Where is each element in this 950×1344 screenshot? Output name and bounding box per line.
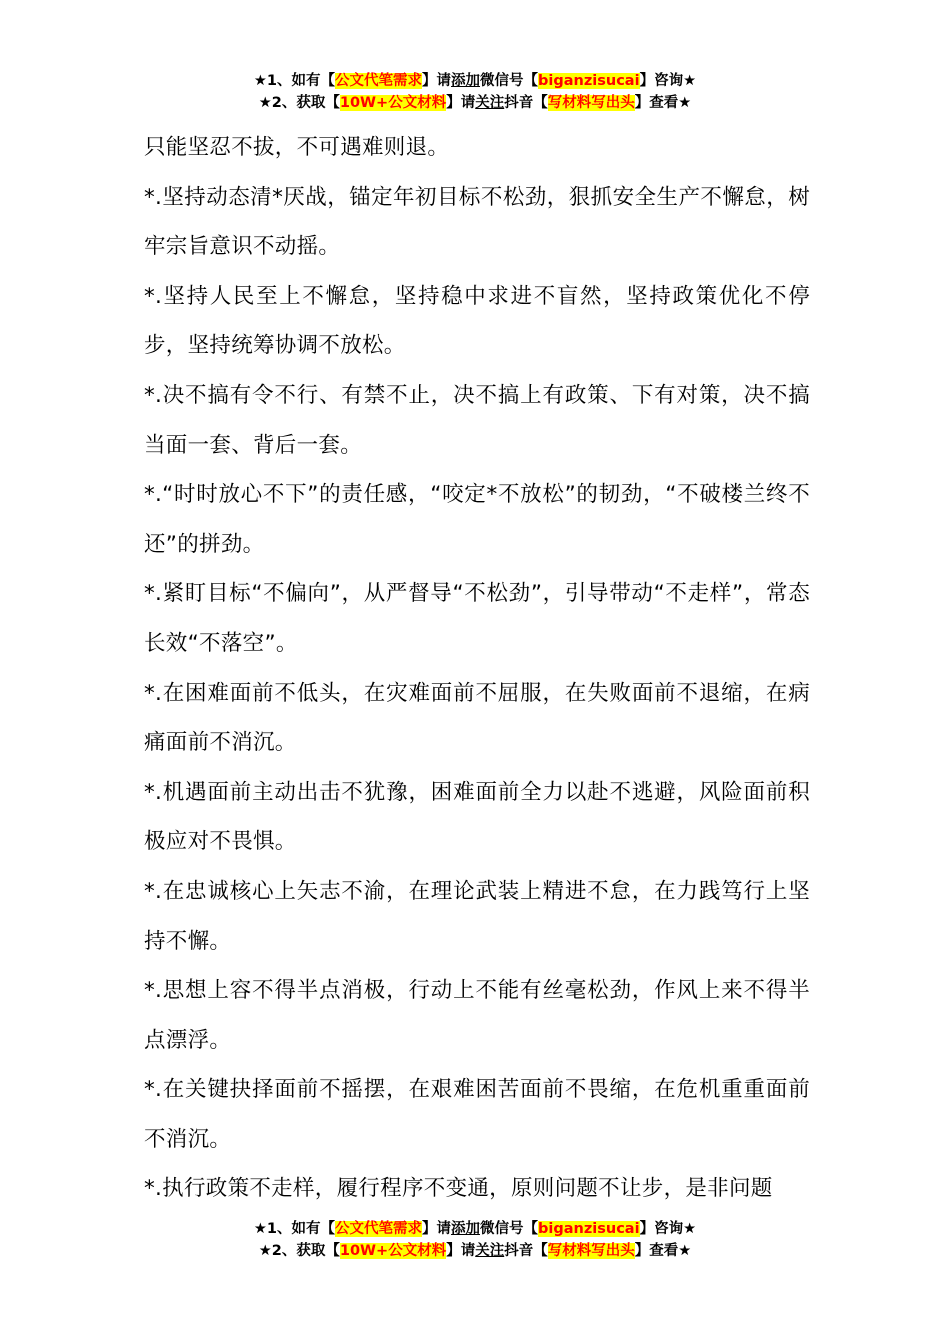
header-banner	[0, 70, 950, 114]
underlined-text: 添加	[451, 1221, 481, 1237]
star-icon: ★	[253, 1221, 267, 1237]
highlight-materials: 10W+公文材料	[339, 1243, 447, 1259]
footer-text: 2、获取【	[271, 1243, 340, 1259]
footer-text: 微信号【	[480, 1221, 539, 1237]
paragraph: *.在困难面前不低头，在灾难面前不屈服，在失败面前不退缩，在病痛面前不消沉。	[144, 680, 810, 756]
header-line-2	[0, 92, 950, 114]
paragraph: *.在忠诚核心上矢志不渝，在理论武装上精进不怠，在力践笃行上坚持不懈。	[144, 878, 810, 954]
footer-text: 】请	[422, 1221, 452, 1237]
underlined-text: 关注	[475, 95, 505, 111]
star-icon: ★	[258, 95, 272, 111]
paragraph: *.机遇面前主动出击不犹豫，困难面前全力以赴不逃避，风险面前积极应对不畏惧。	[144, 779, 810, 855]
paragraph: *.思想上容不得半点消极，行动上不能有丝毫松劲，作风上来不得半点漂浮。	[144, 978, 810, 1053]
header-text: 】咨询	[639, 73, 684, 89]
paragraph: *.在关键抉择面前不摇摆，在艰难困苦面前不畏缩，在危机重重面前不消沉。	[144, 1077, 810, 1152]
star-icon: ★	[678, 1243, 692, 1259]
header-line-1	[0, 70, 950, 92]
underlined-text: 添加	[451, 73, 481, 89]
header-text: 】请	[446, 95, 476, 111]
footer-text: 】查看	[634, 1243, 679, 1259]
star-icon: ★	[253, 73, 267, 89]
highlight-wechat-id: biganzisucai	[538, 73, 640, 89]
underlined-text: 关注	[475, 1243, 505, 1259]
star-icon: ★	[678, 95, 692, 111]
paragraph: *.坚持人民至上不懈怠，坚持稳中求进不盲然，坚持政策优化不停步，坚持统筹协调不放松。	[144, 283, 810, 359]
highlight-douyin-account: 写材料写出头	[547, 95, 635, 111]
footer-text: 】请	[446, 1243, 476, 1259]
highlight-materials: 10W+公文材料	[339, 95, 447, 111]
header-text: 1、如有【	[266, 73, 336, 89]
footer-line-1	[0, 1218, 950, 1240]
highlight-service: 公文代笔需求	[335, 1221, 423, 1237]
paragraph: *.紧盯目标“不偏向”，从严督导“不松劲”，引导带动“不走样”，常态长效“不落空”。	[144, 581, 810, 656]
paragraph: *.决不搞有令不行、有禁不止，决不搞上有政策、下有对策，决不搞当面一套、背后一套。	[144, 382, 810, 458]
footer-text: 】咨询	[639, 1221, 684, 1237]
footer-line-2	[0, 1240, 950, 1262]
highlight-douyin-account: 写材料写出头	[547, 1243, 635, 1259]
paragraph: *.执行政策不走样，履行程序不变通，原则问题不让步，是非问题	[144, 1176, 773, 1202]
star-icon: ★	[683, 73, 697, 89]
header-text: 】请	[422, 73, 452, 89]
star-icon: ★	[258, 1243, 272, 1259]
paragraph: *.“时时放心不下”的责任感，“咬定*不放松”的韧劲，“不破楼兰终不还”的拼劲。	[144, 482, 810, 557]
header-text: 微信号【	[480, 73, 539, 89]
footer-text: 抖音【	[504, 1243, 548, 1259]
paragraph: *.坚持动态清*厌战，锚定年初目标不松劲，狠抓安全生产不懈怠，树牢宗旨意识不动摇。	[144, 184, 810, 260]
header-text: 抖音【	[504, 95, 548, 111]
footer-text: 1、如有【	[266, 1221, 336, 1237]
highlight-wechat-id: biganzisucai	[538, 1221, 640, 1237]
paragraph: 只能坚忍不拔，不可遇难则退。	[144, 135, 450, 160]
header-text: 】查看	[634, 95, 679, 111]
highlight-service: 公文代笔需求	[335, 73, 423, 89]
header-text: 2、获取【	[271, 95, 340, 111]
footer-banner	[0, 1218, 950, 1262]
document-body	[144, 123, 810, 1214]
star-icon: ★	[683, 1221, 697, 1237]
